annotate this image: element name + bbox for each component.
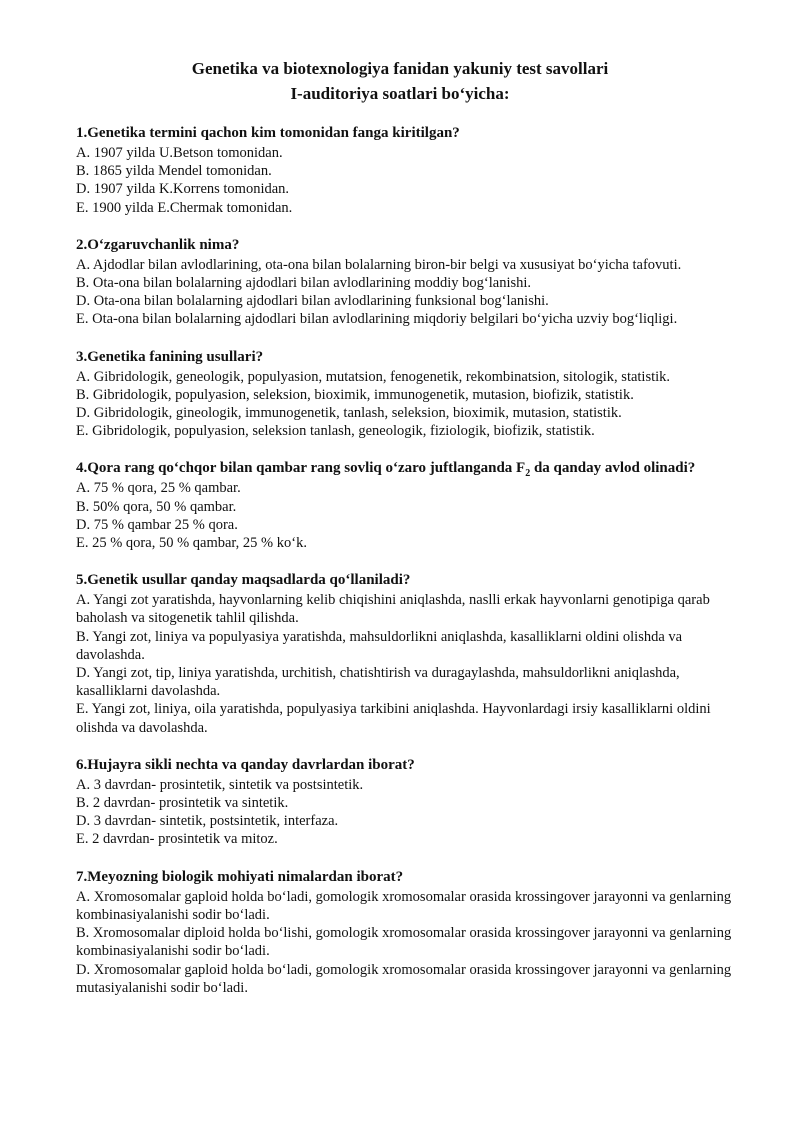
option-e: E. 2 davrdan- prosintetik va mitoz. [76, 831, 278, 848]
title-line-2: I-auditoriya soatlari bo‘yicha: [290, 84, 510, 103]
option-a: A. 1907 yilda U.Betson tomonidan. [76, 145, 283, 161]
option-a: A. 3 davrdan- prosintetik, sintetik va postsintetik. [76, 776, 364, 793]
subscript-2: 2 [525, 468, 531, 480]
option-a: A. Ajdodlar bilan avlodlarining, ota-ona bilan bolalarning biron-bir belgi va xususiyat bo‘yicha tafovuti. [76, 256, 682, 273]
option-b: B. Ota-ona bilan bolalarning ajdodlari bilan avlodlarining moddiy bog‘lanishi. [76, 275, 532, 292]
title-line-1: Genetika va biotexnologiya fanidan yakuniy test savollari [191, 59, 609, 78]
question-title: 1.Genetika termini qachon kim tomonidan fanga kiritilgan? [76, 125, 460, 141]
option-d: D. Xromosomalar gaploid holda bo‘ladi, gomologik xromosomalar orasida krossingover jarayonni va genlarning mutasiyalanishi sodir bo‘ladi. [76, 961, 732, 996]
question-title: 3.Genetika fanining usullari? [76, 348, 264, 365]
question-2 [76, 236, 748, 329]
option-d: D. Gibridologik, gineologik, immunogenetik, tanlash, seleksion, bioximik, mutasion, statistik. [76, 405, 622, 422]
option-a: A. Yangi zot yaratishda, hayvonlarning kelib chiqishini aniqlashda, naslli erkak hayvonlarni genotipiga qarab baholash va sitogenetik tahlil qilishda. [76, 592, 710, 627]
question-title: 6.Hujayra sikli nechta va qanday davrlardan iborat? [76, 756, 415, 773]
option-e: E. Yangi zot, liniya, oila yaratishda, populyasiya tarkibini aniqlashda. Hayvonlardagi irsiy kasalliklarni oldini olishda va davolashda. [76, 701, 711, 736]
question-3 [76, 348, 748, 441]
option-d: D. Ota-ona bilan bolalarning ajdodlari bilan avlodlarining funksional bog‘lanishi. [76, 293, 549, 310]
question-1 [76, 124, 748, 217]
option-e: E. 1900 yilda E.Chermak tomonidan. [76, 199, 293, 216]
question-6 [76, 756, 748, 849]
option-b: B. 1865 yilda Mendel tomonidan. [76, 163, 272, 180]
question-title: 5.Genetik usullar qanday maqsadlarda qo‘llaniladi? [76, 572, 411, 589]
option-b: B. 50% qora, 50 % qambar. [76, 498, 237, 515]
option-d: D. Yangi zot, tip, liniya yaratishda, urchitish, chatishtirish va duragaylashda, mahsuldorlikni aniqlashda, kasalliklarni davolashda. [76, 665, 680, 700]
option-d: D. 75 % qambar 25 % qora. [76, 516, 238, 533]
question-title: 2.O‘zgaruvchanlik nima? [76, 236, 240, 253]
option-d: D. 3 davrdan- sintetik, postsintetik, interfaza. [76, 813, 339, 830]
option-b: B. 2 davrdan- prosintetik va sintetik. [76, 795, 289, 812]
question-title-text: 4.Qora rang qo‘chqor bilan qambar rang sovliq o‘zaro juftlanganda F [76, 460, 526, 477]
option-a: A. Xromosomalar gaploid holda bo‘ladi, gomologik xromosomalar orasida krossingover jarayonni va genlarning kombinasiyalanishi sodir bo‘ladi. [76, 888, 732, 923]
question-list [76, 124, 748, 1016]
question-7 [76, 868, 748, 997]
option-e: E. Ota-ona bilan bolalarning ajdodlari bilan avlodlarining miqdoriy belgilari bo‘yicha uzviy bog‘liqligi. [76, 311, 678, 328]
option-e: E. Gibridologik, populyasion, seleksion tanlash, geneologik, fiziologik, biofizik, statistik. [76, 423, 595, 440]
question-title [76, 459, 748, 478]
option-b: B. Gibridologik, populyasion, seleksion, bioximik, immunogenetik, mutasion, biofizik, statistik. [76, 386, 634, 403]
question-title-text-end: da qanday avlod olinadi? [530, 460, 696, 477]
option-d: D. 1907 yilda K.Korrens tomonidan. [76, 181, 290, 198]
document-title [0, 56, 800, 106]
option-b: B. Xromosomalar diploid holda bo‘lishi, gomologik xromosomalar orasida krossingover jarayonni va genlarning kombinasiyalanishi sodir bo‘ladi. [76, 925, 732, 960]
option-b: B. Yangi zot, liniya va populyasiya yaratishda, mahsuldorlikni aniqlashda, kasalliklarni oldini olishda va davolashda. [76, 628, 683, 663]
question-4 [76, 459, 748, 552]
question-title: 7.Meyozning biologik mohiyati nimalardan iborat? [76, 868, 404, 885]
option-a: A. 75 % qora, 25 % qambar. [76, 480, 241, 497]
question-5 [76, 571, 748, 737]
option-a: A. Gibridologik, geneologik, populyasion, mutatsion, fenogenetik, rekombinatsion, sitologik, statistik. [76, 368, 671, 385]
option-e: E. 25 % qora, 50 % qambar, 25 % ko‘k. [76, 535, 307, 552]
